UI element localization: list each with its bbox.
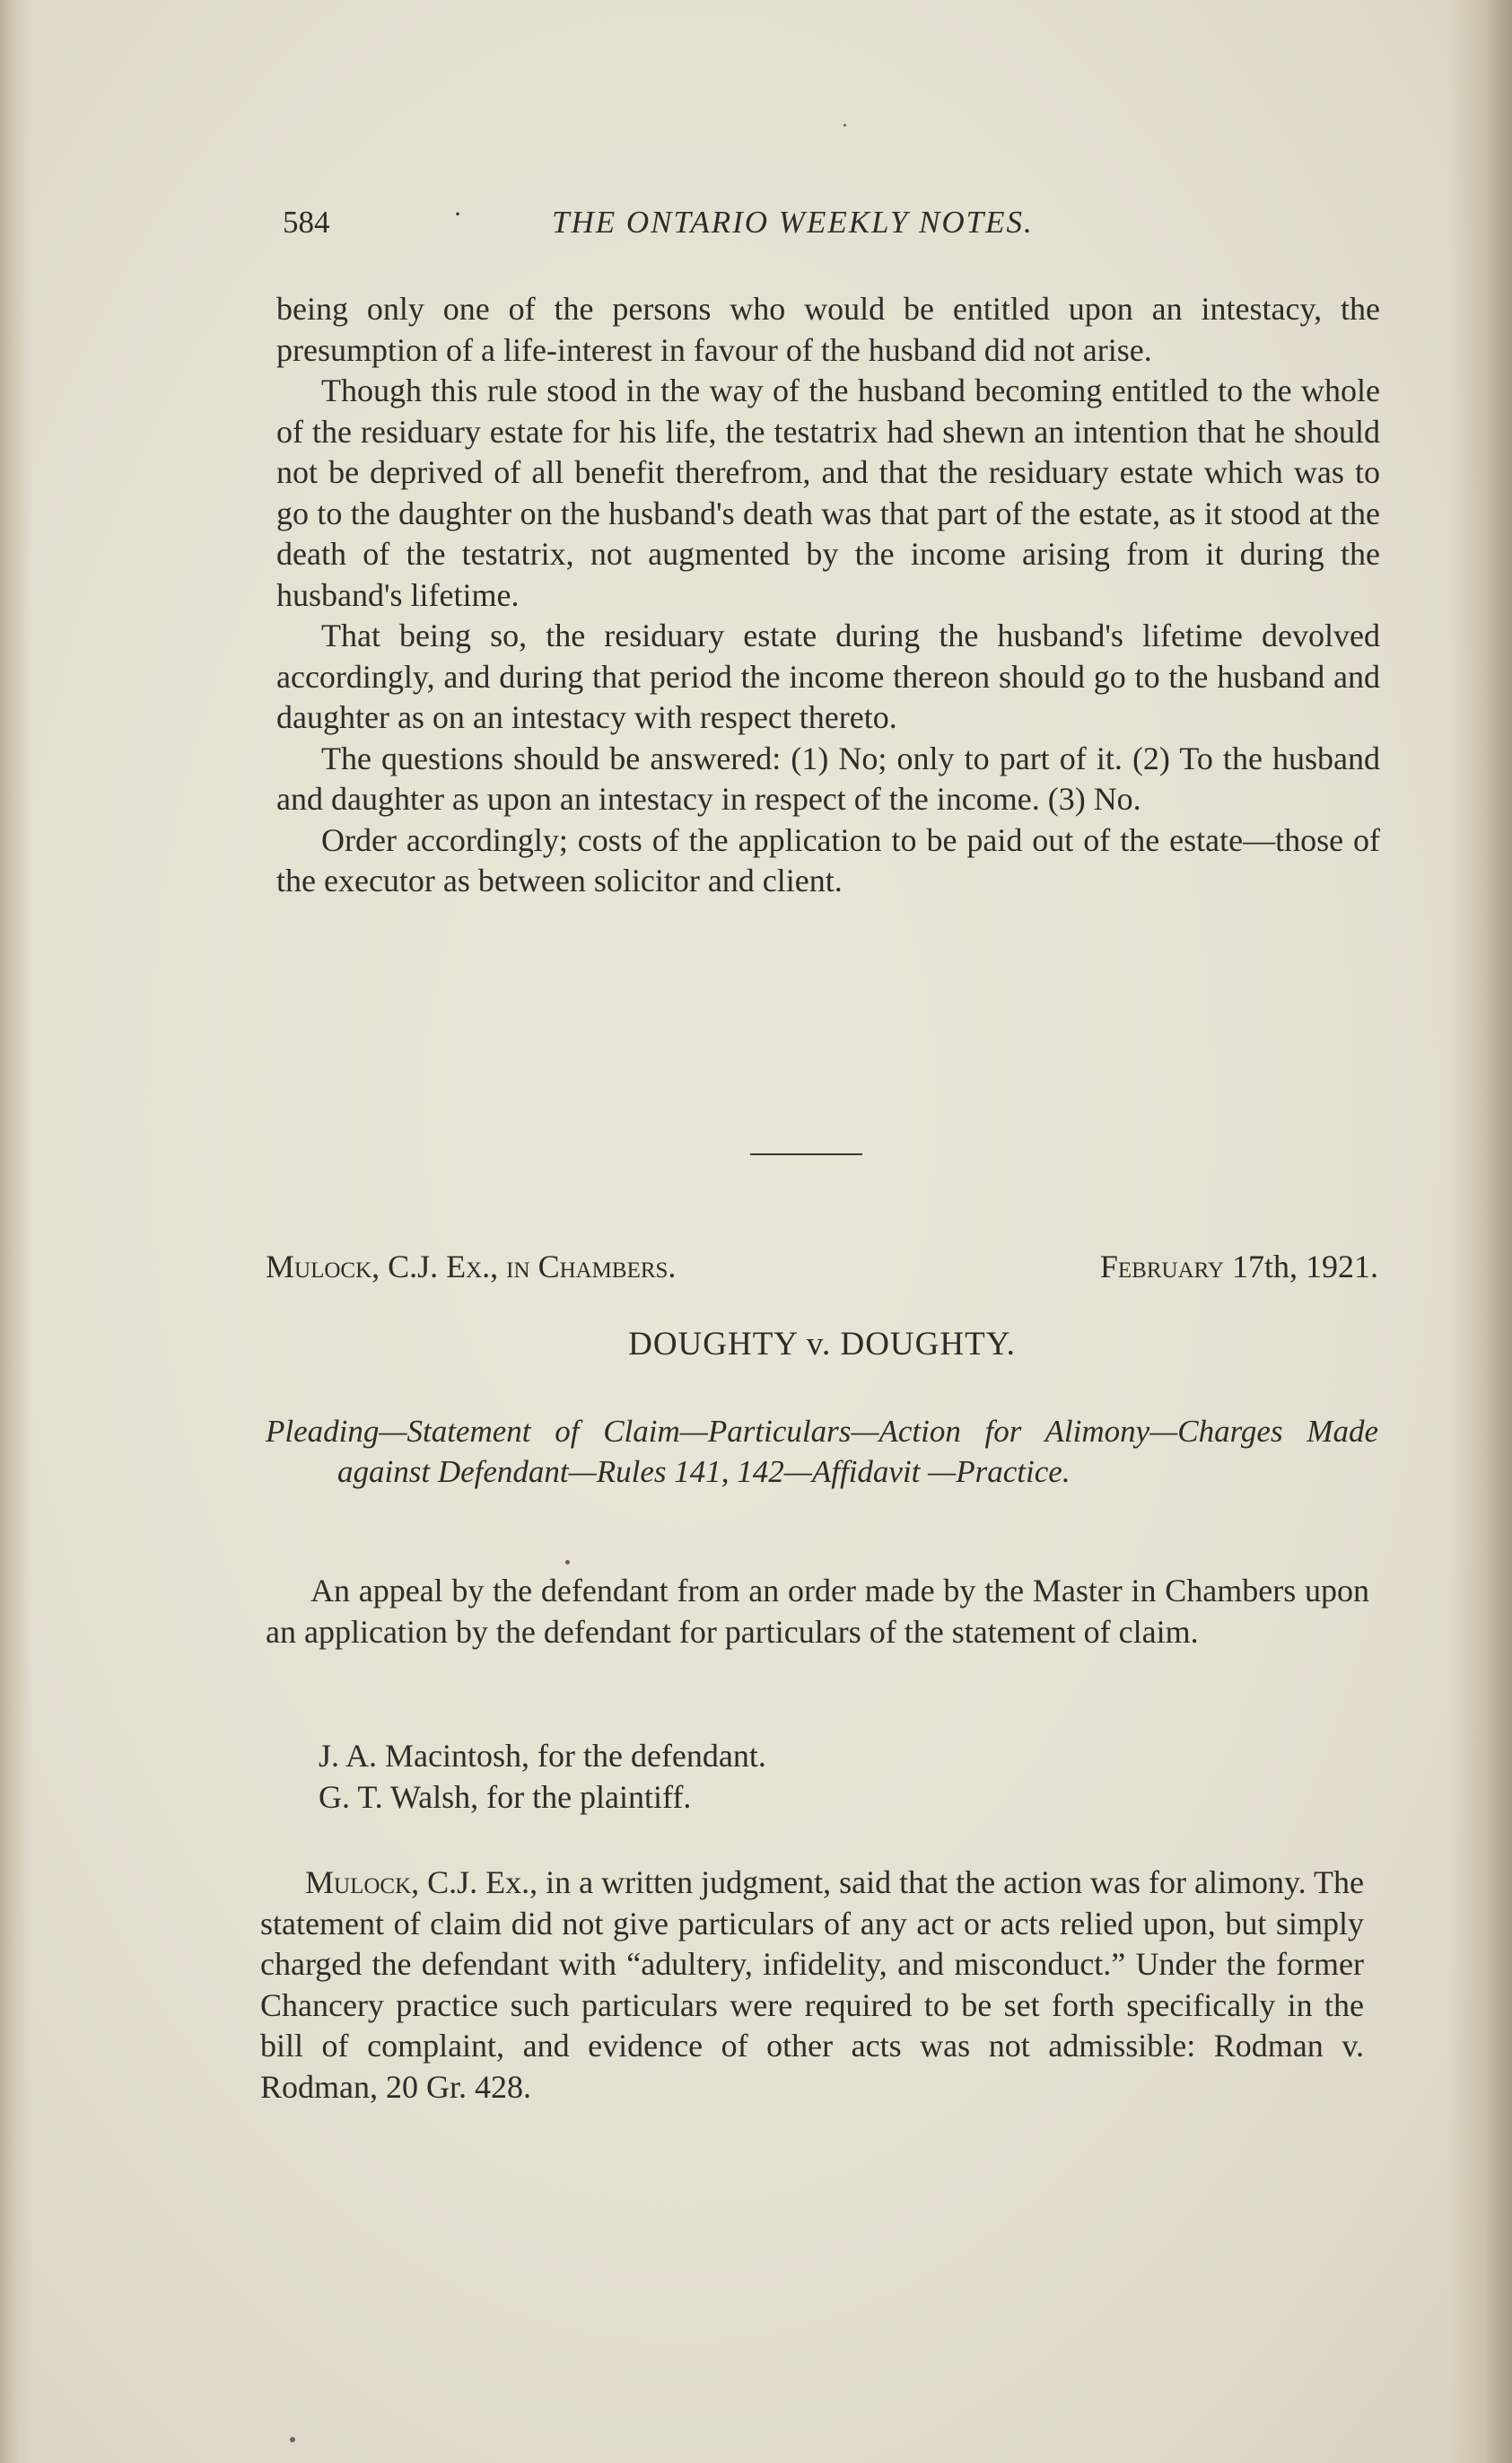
paragraph: The questions should be answered: (1) No; only to part of it. (2) To the husband and daughter as upon an intestacy in respect of the income. (3) No. <box>276 740 1380 817</box>
decision-date <box>1100 1248 1378 1285</box>
judge-line: Mulock, C.J. Ex., in Chambers. <box>266 1249 677 1284</box>
previous-case-conclusion <box>276 289 1380 902</box>
judgment-judge-name: Mulock <box>305 1864 412 1900</box>
section-divider <box>750 1153 862 1155</box>
appeal-text: An appeal by the defendant from an order made by the Master in Chambers upon an application by the defendant for particulars of the statement of claim. <box>266 1573 1369 1650</box>
running-head <box>283 199 1108 250</box>
headnote: Pleading—Statement of Claim—Particulars—Action for Alimony—Charges Made against Defendant—Rules 141, 142—Affidavit —Practice. <box>266 1414 1378 1489</box>
paragraph: That being so, the residuary estate during the husband's lifetime devolved accordingly, and during that period the income thereon should go to the husband and daughter as on an intestacy with respect thereto. <box>276 618 1380 735</box>
counsel-plaintiff: G. T. Walsh, for the plaintiff. <box>319 1779 692 1815</box>
decision-date-day: 17th, 1921. <box>1231 1249 1378 1284</box>
paper-speck <box>290 2437 295 2442</box>
case-title: DOUGHTY v. DOUGHTY. <box>628 1326 1016 1363</box>
head-dot: · <box>453 199 462 229</box>
paper-speck <box>565 1560 570 1565</box>
paragraph: Though this rule stood in the way of the husband becoming entitled to the whole of the residuary estate for his life, the testatrix had shewn an intention that he should not be deprived of all benefit therefrom, and that the residuary estate which was to go to the daughter on the husband's death was that part of the estate, as it stood at the death of the testatrix, not augmented by the income arising from it during the husband's lifetime. <box>276 373 1380 613</box>
counsel-defendant: J. A. Macintosh, for the defendant. <box>319 1738 766 1774</box>
judgment-body: , C.J. Ex., in a written judgment, said that the action was for alimony. The statement of claim did not give particulars of any act or acts relied upon, but simply charged the defendant with “adultery, infidelity, and misconduct.” Under the former Chancery practice such particulars were required to be set forth specifically in the bill of complaint, and evidence of other acts was not admissible: Rodman v. Rodman, 20 Gr. 428. <box>260 1864 1364 2105</box>
court-line <box>266 1248 1378 1285</box>
appeal-statement <box>266 1571 1369 1652</box>
journal-title: THE ONTARIO WEEKLY NOTES. <box>552 205 1034 240</box>
page-gutter-shadow <box>0 0 32 2463</box>
paragraph: Order accordingly; costs of the application to be paid out of the estate—those of the executor as between solicitor and client. <box>276 821 1380 898</box>
page-edge-shadow <box>1449 0 1512 2463</box>
judgment-text <box>260 1863 1364 2108</box>
page-number: 584 <box>283 205 330 240</box>
paragraph-continuation: being only one of the persons who would be entitled upon an intestacy, the presumption of a life-interest in favour of the husband did not arise. <box>276 291 1380 368</box>
judgment <box>260 1863 1364 2108</box>
paper-speck <box>843 124 846 127</box>
decision-date-month: February <box>1099 1249 1224 1284</box>
